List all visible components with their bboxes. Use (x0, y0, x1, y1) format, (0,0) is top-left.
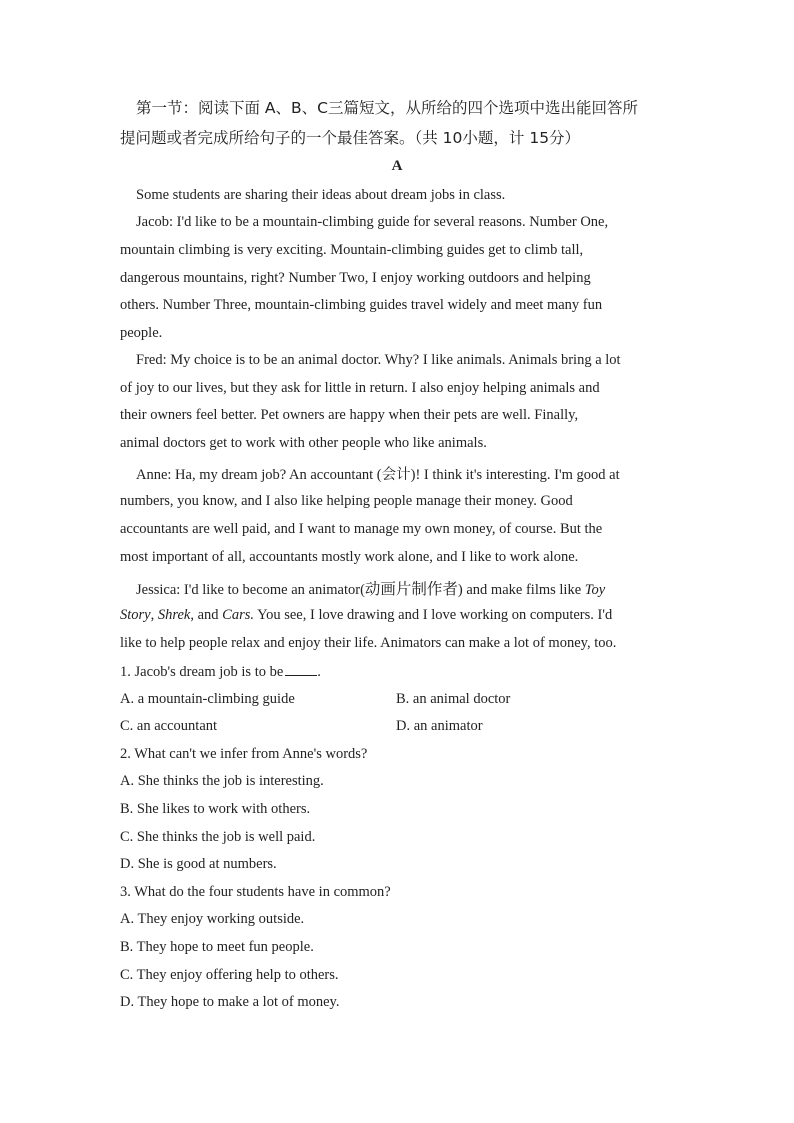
question-2-option-d: D. She is good at numbers. (120, 856, 277, 872)
jessica-text-b: ) and make films like (457, 582, 585, 598)
question-3-option-a: A. They enjoy working outside. (120, 911, 305, 927)
film-title-toy: Toy (584, 582, 606, 598)
question-2-option-c: C. She thinks the job is well paid. (120, 829, 316, 845)
jessica-chinese-gloss: 动画片制作者 (364, 580, 458, 598)
film-title-cars: Cars. (222, 607, 254, 623)
question-3-stem: 3. What do the four students have in common? (120, 884, 391, 900)
instructions-line-1: 第一节：阅读下面 A、B、C三篇短文，从所给的四个选项中选出能回答所 (136, 99, 638, 117)
anne-line-4: most important of all, accountants mostly work alone, and I like to work alone. (120, 549, 579, 565)
jessica-text-c: You see, I love drawing and I love working on computers. I'd (254, 607, 613, 623)
passage-label: A (391, 158, 403, 174)
question-2-option-b: B. She likes to work with others. (120, 801, 311, 817)
fred-line-4: animal doctors get to work with other people who like animals. (120, 435, 487, 451)
question-1-period: . (317, 664, 321, 680)
question-3-option-b: B. They hope to meet fun people. (120, 939, 314, 955)
jacob-line-4: others. Number Three, mountain-climbing guides travel widely and meet many fun (120, 297, 603, 313)
instructions-line-2: 提问题或者完成所给句子的一个最佳答案。（共 10小题，计 15分） (120, 129, 581, 147)
question-1-text: 1. Jacob's dream job is to be (120, 664, 284, 680)
jessica-line-1 (136, 577, 605, 599)
anne-line-1: Anne: Ha, my dream job? An accountant (会计)! I think it's interesting. I'm good at (136, 467, 620, 483)
jacob-line-5: people. (120, 325, 163, 341)
film-title-story: Story (120, 607, 151, 623)
question-1-stem (120, 663, 321, 681)
fred-line-2: of joy to our lives, but they ask for little in return. I also enjoy helping animals and (120, 380, 600, 396)
jessica-line-3: like to help people relax and enjoy their life. Animators can make a lot of money, too. (120, 635, 617, 651)
question-2-stem: 2. What can't we infer from Anne's words? (120, 746, 368, 762)
jessica-comma: , (150, 607, 158, 623)
fred-line-3: their owners feel better. Pet owners are happy when their pets are well. Finally, (120, 407, 579, 423)
question-1-option-b: B. an animal doctor (396, 691, 511, 707)
anne-line-3: accountants are well paid, and I want to manage my own money, of course. But the (120, 521, 603, 537)
jacob-line-3: dangerous mountains, right? Number Two, I enjoy working outdoors and helping (120, 270, 591, 286)
anne-line-2: numbers, you know, and I also like helping people manage their money. Good (120, 493, 573, 509)
passage-intro: Some students are sharing their ideas about dream jobs in class. (136, 187, 506, 203)
question-1-option-a: A. a mountain-climbing guide (120, 691, 295, 707)
jessica-text-a: Jessica: I'd like to become an animator( (136, 582, 365, 598)
question-1-option-c: C. an accountant (120, 718, 218, 734)
jacob-line-1: Jacob: I'd like to be a mountain-climbing guide for several reasons. Number One, (136, 214, 609, 230)
question-3-option-c: C. They enjoy offering help to others. (120, 967, 339, 983)
question-1-option-d: D. an animator (396, 718, 483, 734)
jessica-line-2 (120, 607, 612, 624)
fred-line-1: Fred: My choice is to be an animal doctor. Why? I like animals. Animals bring a lot (136, 352, 621, 368)
film-title-shrek: Shrek (157, 607, 191, 623)
jacob-line-2: mountain climbing is very exciting. Mountain-climbing guides get to climb tall, (120, 242, 584, 258)
answer-blank (285, 663, 317, 676)
question-2-option-a: A. She thinks the job is interesting. (120, 773, 324, 789)
jessica-and: , and (190, 607, 223, 623)
question-3-option-d: D. They hope to make a lot of money. (120, 994, 340, 1010)
